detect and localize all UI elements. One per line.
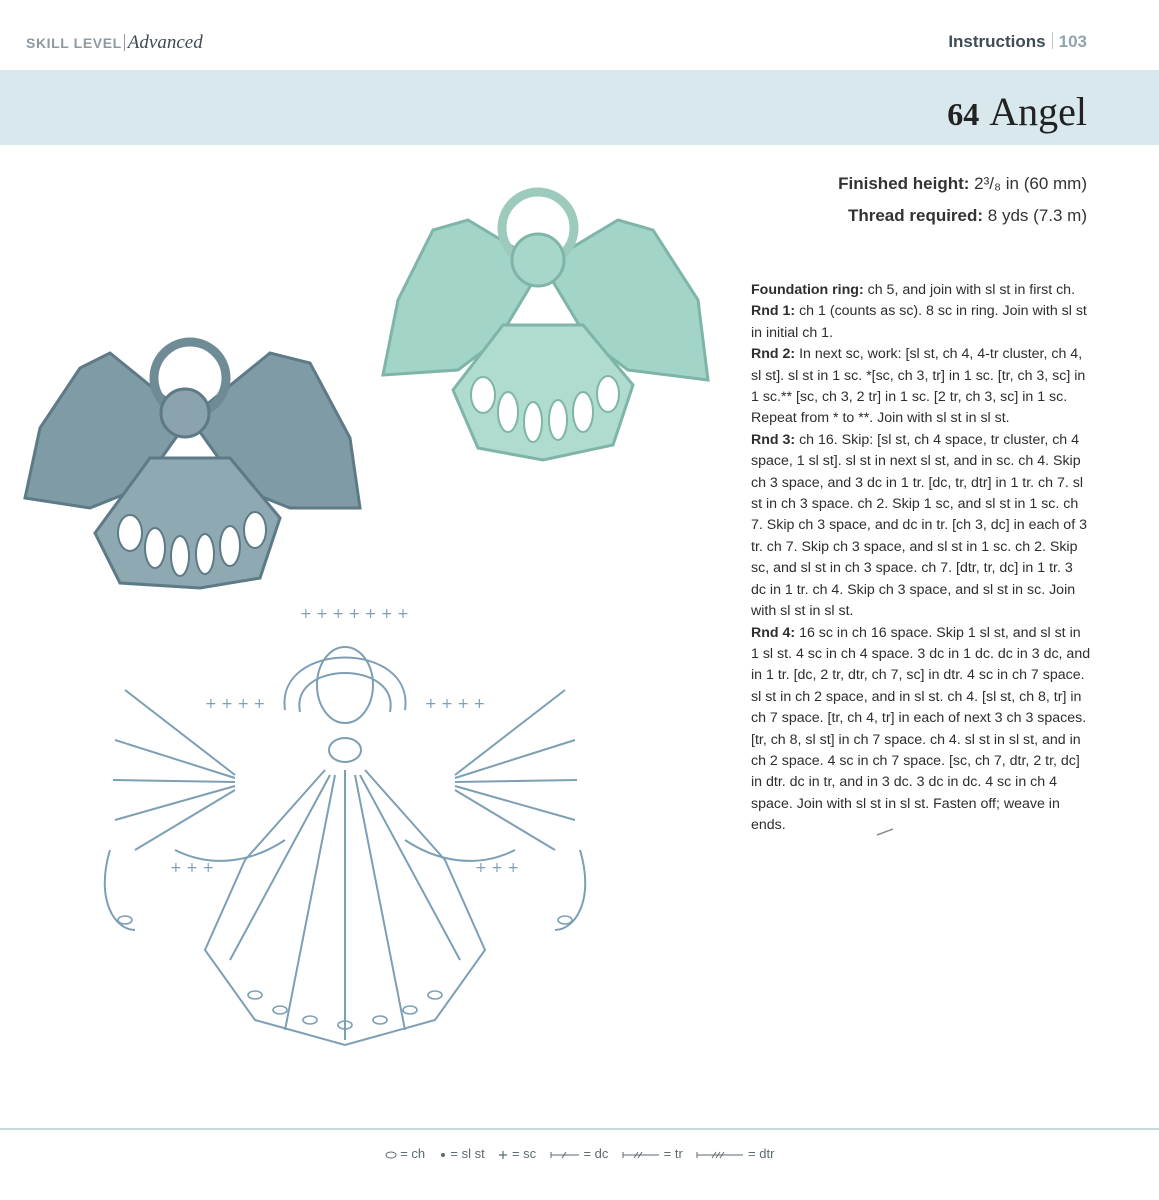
pattern-specs xyxy=(838,168,1087,232)
ch-icon xyxy=(385,1151,397,1159)
pattern-name: Angel xyxy=(989,89,1087,134)
bottom-rule xyxy=(0,1128,1159,1130)
tr-icon xyxy=(622,1150,660,1160)
pattern-number: 64 xyxy=(947,96,980,132)
dc-icon xyxy=(550,1150,580,1160)
round-1: Rnd 1: ch 1 (counts as sc). 8 sc in ring. Join with sl st in initial ch 1. xyxy=(751,303,1087,341)
legend-dc: = dc xyxy=(550,1146,609,1161)
legend-tr: = tr xyxy=(622,1146,683,1161)
round-2: Rnd 2: In next sc, work: [sl st, ch 4, 4-tr cluster, ch 4, sl st]. sl st in 1 sc. *[sc, ch 3, tr] in 1 sc. [tr, ch 3, sc] in 1 sc.** [sc, ch 3, 2 tr] in 1 sc. [2 tr, ch 3, sc] in 1 sc. Repeat from * to **. Join with sl st in sl st. xyxy=(751,346,1086,427)
crochet-chart xyxy=(95,600,600,1055)
dtr-icon xyxy=(696,1150,744,1160)
svg-text:+ + +: + + + xyxy=(170,860,215,876)
thread-required: Thread required: 8 yds (7.3 m) xyxy=(847,206,1087,225)
skill-level-label: SKILL LEVEL xyxy=(26,35,122,51)
end-mark-icon xyxy=(876,828,894,836)
running-head xyxy=(948,32,1087,52)
sc-icon xyxy=(498,1150,508,1160)
pattern-title xyxy=(947,88,1087,135)
symbol-key xyxy=(0,1145,1159,1161)
instructions xyxy=(751,280,1091,837)
svg-text:+ + + + + + +: + + + + + + + xyxy=(300,606,409,622)
svg-text:+ + +: + + + xyxy=(475,860,520,876)
mint-angel-photo xyxy=(378,180,718,465)
section-name: Instructions xyxy=(948,32,1046,51)
finished-height: Finished height: 2³/₈ in (60 mm) xyxy=(838,174,1087,193)
skill-level-value: Advanced xyxy=(127,32,203,53)
sl-st-icon xyxy=(439,1151,447,1159)
skill-level xyxy=(26,32,203,54)
foundation-ring: Foundation ring: ch 5, and join with sl st in first ch. xyxy=(751,282,1076,298)
divider xyxy=(1052,32,1053,49)
round-4: Rnd 4: 16 sc in ch 16 space. Skip 1 sl st, and sl st in 1 sl st. 4 sc in ch 4 space. 3 dc in 1 dc. dc in 3 dc, and in 1 tr. [dc, 2 tr, dtr, ch 7, sc] in dtr. 4 sc in ch 7 space. sl st in ch 2 space, and in sl st. ch 4. [sl st, ch 8, tr] in ch 7 space. [tr, ch 4, tr] in each of next 3 ch 3 spaces. [tr, ch 8, sl st] in ch 7 space. ch 4. sl st in sl st, and in ch 2 space. 4 sc in ch 7 space. [sc, ch 7, dtr, 2 tr, dc] in dtr. dc in tr, and in 3 dc. 3 dc in dc. 4 sc in ch 4 space. Join with sl st in sl st. Fasten off; weave in ends. xyxy=(751,624,1091,834)
round-3: Rnd 3: ch 16. Skip: [sl st, ch 4 space, tr cluster, ch 4 space, 1 sl st]. sl st in next sl st, and in sc. ch 4. Skip ch 3 space, and 3 dc in 1 tr. [dc, tr, dtr] in 1 tr. ch 7. sl st in ch 3 space. ch 2. Skip 1 sc, and sl st in 1 sc. ch 7. Skip ch 3 space, and dc in tr. [ch 3, dc] in each of 3 tr. ch 7. Skip ch 3 space, and sl st in 1 sc. ch 2. Skip sc, and sl st in ch 3 space. ch 7. [dtr, tr, dc] in 1 tr. 3 dc in 1 tr. ch 4. Skip ch 3 space, and sl st in sc. Join with sl st in sl st. xyxy=(751,431,1087,620)
svg-text:+ + + +: + + + + xyxy=(205,696,266,712)
legend-dtr: = dtr xyxy=(696,1146,774,1161)
legend-sl-st: = sl st xyxy=(439,1146,485,1161)
legend-sc: = sc xyxy=(498,1146,536,1161)
page-number: 103 xyxy=(1058,32,1087,51)
gray-angel-photo xyxy=(20,318,365,596)
svg-text:+ + + +: + + + + xyxy=(425,696,486,712)
legend-ch: = ch xyxy=(385,1146,426,1161)
divider xyxy=(124,34,125,51)
